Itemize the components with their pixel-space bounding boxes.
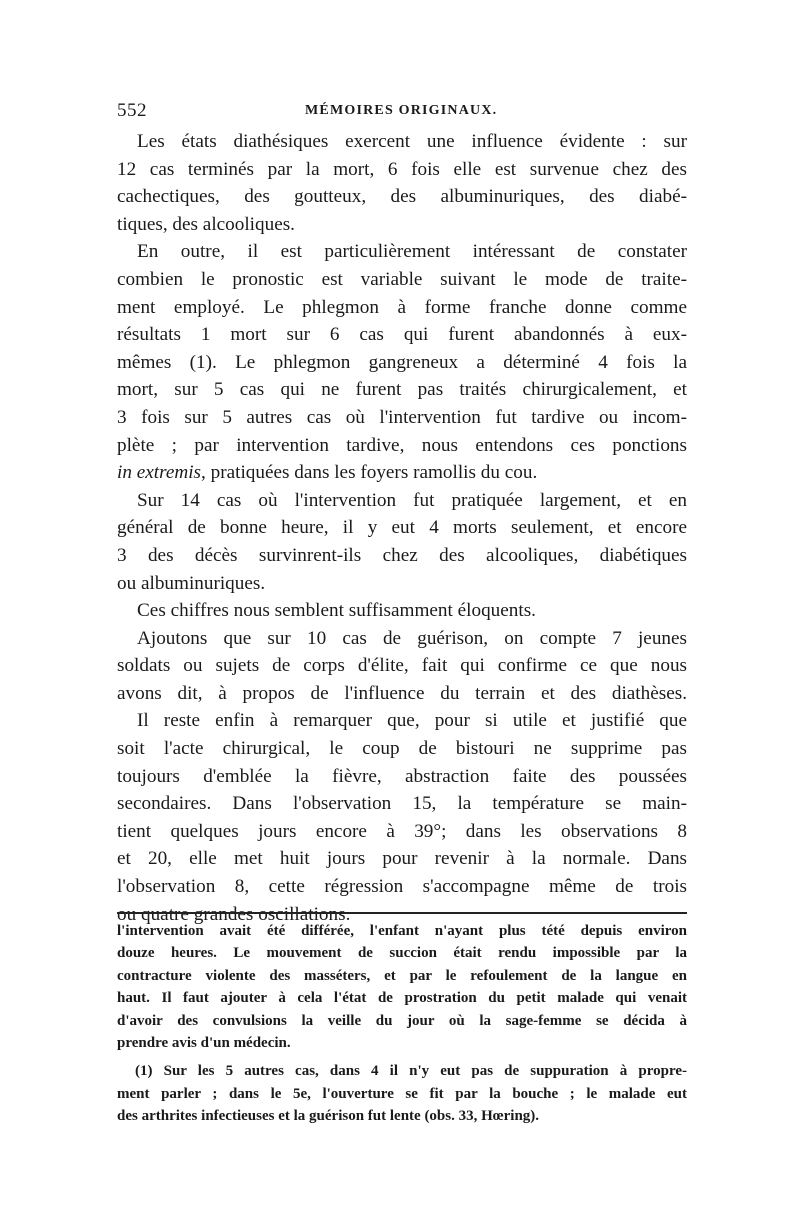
text-line: secondaires. Dans l'observation 15, la température se main- bbox=[117, 793, 687, 815]
footnote-line: d'avoir des convulsions la veille du jour où la sage-femme se décida à bbox=[117, 1012, 687, 1029]
footnote-line: prendre avis d'un médecin. bbox=[117, 1035, 291, 1052]
page-number: 552 bbox=[117, 100, 147, 121]
text-line: Sur 14 cas où l'intervention fut pratiquée largement, et en bbox=[137, 489, 687, 511]
footnote-line: ment parler ; dans le 5e, l'ouverture se fit par la bouche ; le malade eut bbox=[117, 1085, 687, 1102]
page-header bbox=[117, 100, 687, 124]
text-line: ou quatre grandes oscillations. bbox=[117, 903, 351, 925]
text-line: l'observation 8, cette régression s'accompagne même de trois bbox=[117, 876, 687, 898]
footnote-line: contracture violente des masséters, et par le refoulement de la langue en bbox=[117, 967, 687, 984]
footnote-line: douze heures. Le mouvement de succion était rendu impossible par la bbox=[117, 945, 687, 962]
footnote-separator bbox=[117, 912, 687, 914]
footnotes bbox=[117, 920, 687, 1128]
footnote-line: des arthrites infectieuses et la guérison fut lente (obs. 33, Hœring). bbox=[117, 1108, 540, 1125]
text-line: tient quelques jours encore à 39°; dans les observations 8 bbox=[117, 820, 687, 842]
text-line: Ajoutons que sur 10 cas de guérison, on compte 7 jeunes bbox=[137, 627, 687, 649]
text-line: et 20, elle met huit jours pour revenir à la normale. Dans bbox=[117, 848, 687, 870]
footnote-line: haut. Il faut ajouter à cela l'état de prostration du petit malade qui venait bbox=[117, 990, 687, 1007]
text-line: Les états diathésiques exercent une influence évidente : sur bbox=[137, 131, 687, 152]
text-line: soldats ou sujets de corps d'élite, fait qui confirme ce que nous bbox=[117, 655, 687, 677]
text-line: avons dit, à propos de l'influence du terrain et des diathèses. bbox=[117, 682, 687, 704]
text-line: général de bonne heure, il y eut 4 morts seulement, et encore bbox=[117, 517, 687, 539]
text-line: combien le pronostic est variable suivant le mode de traite- bbox=[117, 268, 687, 290]
text-line: ment employé. Le phlegmon à forme franche donne comme bbox=[117, 296, 687, 318]
text-line: 3 des décès survinrent-ils chez des alcooliques, diabétiques bbox=[117, 544, 687, 566]
text-line bbox=[117, 459, 687, 487]
text-line: Il reste enfin à remarquer que, pour si utile et justifié que bbox=[137, 710, 687, 732]
text-line: mêmes (1). Le phlegmon gangreneux a déterminé 4 fois la bbox=[117, 351, 687, 373]
footnote-line: l'intervention avait été différée, l'enfant n'ayant plus tété depuis environ bbox=[117, 923, 687, 939]
text-line: résultats 1 mort sur 6 cas qui furent abandonnés à eux- bbox=[117, 324, 687, 346]
text-line: plète ; par intervention tardive, nous entendons ces ponctions bbox=[117, 434, 687, 456]
latin-phrase: in extremis bbox=[117, 462, 202, 484]
text-line: 3 fois sur 5 autres cas où l'intervention fut tardive ou incom- bbox=[117, 406, 687, 428]
main-text bbox=[117, 128, 687, 928]
text-line: cachectiques, des goutteux, des albuminuriques, des diabé- bbox=[117, 186, 687, 208]
text-line: ou albuminuriques. bbox=[117, 572, 266, 594]
text-line: tiques, des alcooliques. bbox=[117, 213, 295, 235]
text-line: toujours d'emblée la fièvre, abstraction faite des poussées bbox=[117, 765, 687, 787]
footnote-line: (1) Sur les 5 autres cas, dans 4 il n'y eut pas de suppuration à propre- bbox=[135, 1063, 687, 1080]
text-line: mort, sur 5 cas qui ne furent pas traités chirurgicalement, et bbox=[117, 379, 687, 401]
text-fragment: , pratiquées dans les foyers ramollis du cou. bbox=[201, 462, 538, 484]
text-line: En outre, il est particulièrement intéressant de constater bbox=[137, 241, 687, 263]
text-line: soit l'acte chirurgical, le coup de bistouri ne supprime pas bbox=[117, 738, 687, 760]
running-title: MÉMOIRES ORIGINAUX. bbox=[305, 103, 498, 118]
text-line: Ces chiffres nous semblent suffisamment éloquents. bbox=[137, 600, 536, 622]
text-line: 12 cas terminés par la mort, 6 fois elle est survenue chez des bbox=[117, 158, 687, 180]
